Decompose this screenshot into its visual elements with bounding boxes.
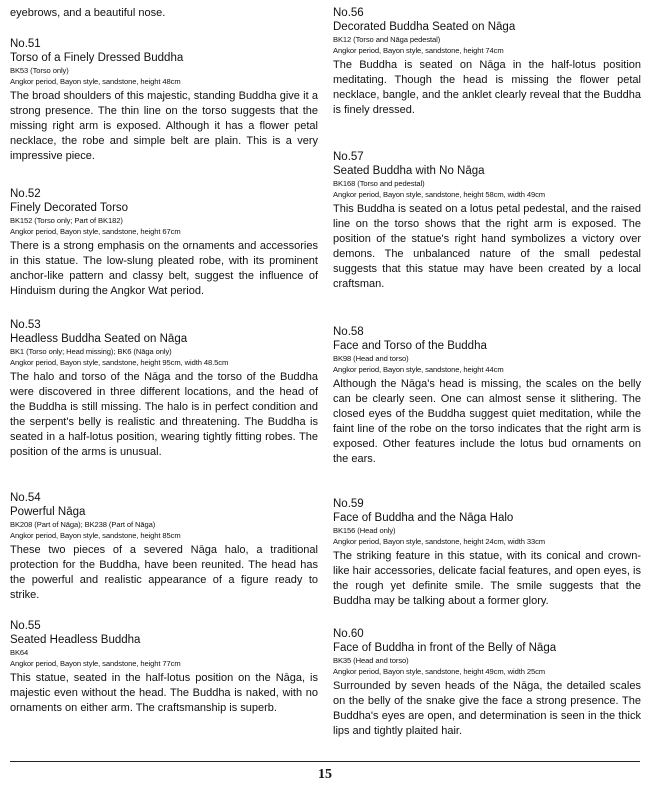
catalog-entry-60 <box>333 627 641 739</box>
continued-text: eyebrows, and a beautiful nose. <box>10 7 166 19</box>
entry-title: Decorated Buddha Seated on Nāga <box>333 21 516 33</box>
catalog-entry-51 <box>10 37 318 164</box>
entry-details: Angkor period, Bayon style, sandstone, height 58cm, width 49cm <box>333 190 546 199</box>
entry-title: Face of Buddha in front of the Belly of Nāga <box>333 642 557 654</box>
entry-title: Seated Headless Buddha <box>10 634 141 646</box>
entry-body: There is a strong emphasis on the ornaments and accessories in this statue. The low-slung pleated robe, with its prominent anchor-like pattern and classy belt, suggest the influence of Hinduism during the Angkor Wat period. <box>10 240 318 297</box>
entry-body: This statue, seated in the half-lotus position on the Nāga, is majestic even without the head. The Buddha is naked, with no ornaments on either arm. The craftsmanship is superb. <box>10 672 318 714</box>
entry-body: This Buddha is seated on a lotus petal pedestal, and the raised line on the torso shows that the right arm is exposed. The position of the statue's right hand symbolizes a victory over demons. The unbalanced nature of the small pedestal suggests that this statue may have been created by a local craftsman. <box>333 203 641 290</box>
entry-body: The striking feature in this statue, with its conical and crown-like hair accessories, delicate facial features, and open eyes, is the rough yet definite smile. The smile suggests that the Buddha may be talking about a former glory. <box>333 550 641 607</box>
catalog-entry-54 <box>10 491 318 603</box>
entry-number: No.52 <box>10 188 41 200</box>
entry-body: These two pieces of a severed Nāga halo, a traditional protection for the Buddha, have been reunited. The head has the powerful and realistic appearance of a figure ready to strike. <box>10 544 318 601</box>
entry-details: Angkor period, Bayon style, sandstone, height 85cm <box>10 531 181 540</box>
entry-body: The Buddha is seated on Nāga in the half-lotus position meditating. Though the head is missing the flower petal necklace, bangle, and the anklet clearly reveal that the Buddha is finely dressed. <box>333 59 641 116</box>
entry-title: Powerful Nāga <box>10 506 86 518</box>
entry-details: Angkor period, Bayon style, sandstone, height 24cm, width 33cm <box>333 537 546 546</box>
entry-title: Torso of a Finely Dressed Buddha <box>10 52 184 64</box>
catalog-entry-55 <box>10 619 318 716</box>
entry-ref: BK12 (Torso and Nāga pedestal) <box>333 35 441 44</box>
catalog-entry-53 <box>10 318 318 460</box>
entry-number: No.58 <box>333 326 364 338</box>
entry-title: Seated Buddha with No Nāga <box>333 165 485 177</box>
entry-number: No.59 <box>333 498 364 510</box>
entry-number: No.54 <box>10 492 41 504</box>
entry-number: No.55 <box>10 620 41 632</box>
entry-number: No.60 <box>333 628 364 640</box>
entry-body: Surrounded by seven heads of the Nāga, the detailed scales on the belly of the snake give the face a strong presence. The Buddha's eyes are open, and determination is seen in the thick lips and tightly plaited hair. <box>333 680 641 737</box>
entry-title: Face of Buddha and the Nāga Halo <box>333 512 514 524</box>
entry-ref: BK152 (Torso only; Part of BK182) <box>10 216 123 225</box>
page-number: 15 <box>318 767 332 782</box>
footer-divider <box>10 761 640 762</box>
catalog-entry-58 <box>333 325 641 467</box>
entry-body: Although the Nāga's head is missing, the scales on the belly can be clearly seen. One can almost sense it slithering. The closed eyes of the Buddha suggest quiet meditation, while the faint line of the robe on the torso indicates that the right arm is exposed. Other features include the lotus bud ornaments on the ears. <box>333 378 641 465</box>
entry-details: Angkor period, Bayon style, sandstone, height 49cm, width 25cm <box>333 667 546 676</box>
catalog-entry-59 <box>333 497 641 609</box>
entry-title: Finely Decorated Torso <box>10 202 129 214</box>
entry-details: Angkor period, Bayon style, sandstone, height 48cm <box>10 77 181 86</box>
entry-body: The halo and torso of the Nāga and the torso of the Buddha were discovered in three different locations, and the head of the Buddha is still missing. The halo is in perfect condition and the serpent's belly is realistic and threatening. The Buddha is seated in a half-lotus position, wearing tightly fitting robes. The position of the arms is unusual. <box>10 371 318 458</box>
entry-body: The broad shoulders of this majestic, standing Buddha give it a strong presence. The thin line on the torso suggests that the missing right arm is exposed. Although it has a flower petal necklace, the robe and simple belt are plain. This is a very impressive piece. <box>10 90 318 162</box>
entry-details: Angkor period, Bayon style, sandstone, height 67cm <box>10 227 181 236</box>
entry-ref: BK156 (Head only) <box>333 526 396 535</box>
entry-details: Angkor period, Bayon style, sandstone, height 77cm <box>10 659 181 668</box>
entry-details: Angkor period, Bayon style, sandstone, height 44cm <box>333 365 504 374</box>
catalog-entry-56 <box>333 6 641 118</box>
entry-ref: BK35 (Head and torso) <box>333 656 409 665</box>
entry-number: No.57 <box>333 151 364 163</box>
entry-ref: BK208 (Part of Nāga); BK238 (Part of Nāga) <box>10 520 156 529</box>
entry-number: No.51 <box>10 38 41 50</box>
entry-title: Face and Torso of the Buddha <box>333 340 487 352</box>
entry-ref: BK53 (Torso only) <box>10 66 69 75</box>
entry-title: Headless Buddha Seated on Nāga <box>10 333 188 345</box>
entry-ref: BK98 (Head and torso) <box>333 354 409 363</box>
entry-ref: BK168 (Torso and pedestal) <box>333 179 425 188</box>
catalog-entry-57 <box>333 150 641 292</box>
entry-number: No.53 <box>10 319 41 331</box>
entry-number: No.56 <box>333 7 364 19</box>
entry-details: Angkor period, Bayon style, sandstone, height 74cm <box>333 46 504 55</box>
catalog-entry-52 <box>10 187 318 299</box>
entry-ref: BK64 <box>10 648 29 657</box>
entry-ref: BK1 (Torso only; Head missing); BK6 (Nāga only) <box>10 347 172 356</box>
entry-details: Angkor period, Bayon style, sandstone, height 95cm, width 48.5cm <box>10 358 229 367</box>
